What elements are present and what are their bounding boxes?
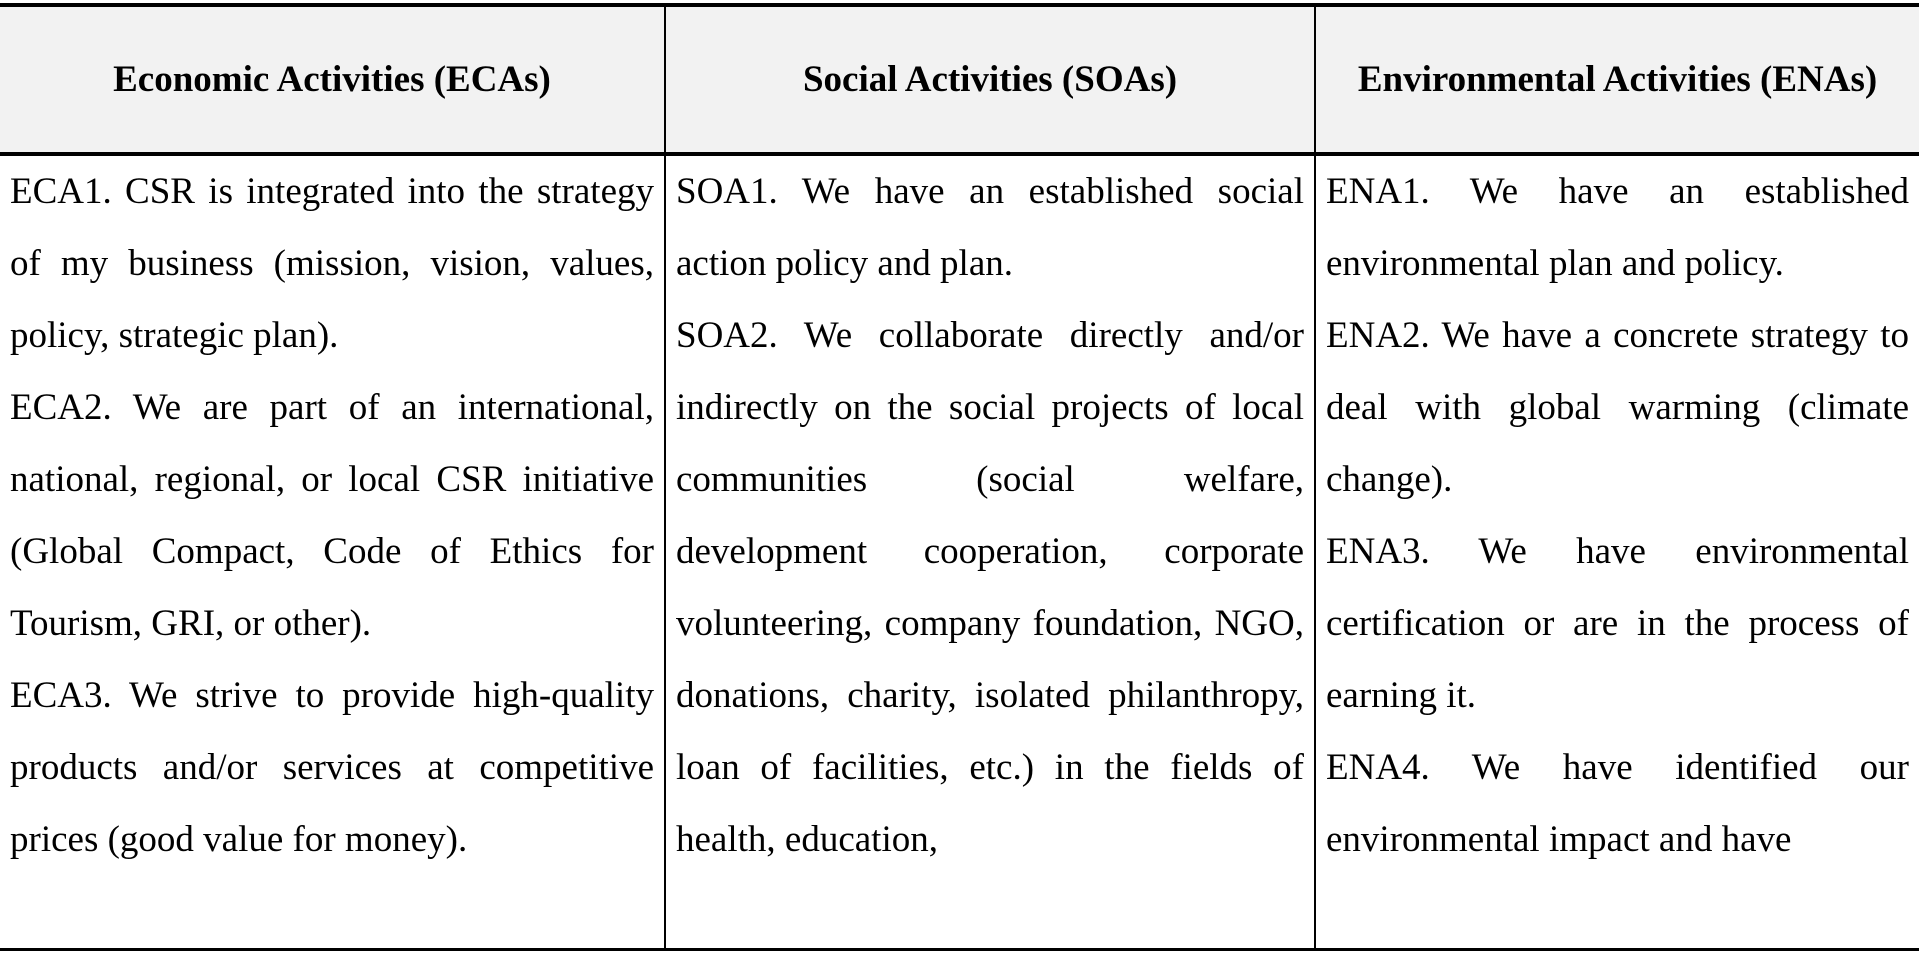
- header-row: [0, 5, 1919, 154]
- item-eca3: ECA3. We strive to provide high-quality products and/or services at competitive prices (good value for money).: [10, 675, 654, 860]
- item-soa1: SOA1. We have an established social action policy and plan.: [676, 171, 1304, 284]
- item-soa2: SOA2. We collaborate directly and/or indirectly on the social projects of local communities (social welfare, development cooperation, corporate volunteering, company foundation, NGO, donations, charity, isolated philanthropy, loan of facilities, etc.) in the fields of health, education,: [676, 315, 1304, 860]
- table-row: [0, 154, 1919, 950]
- item-ena2: ENA2. We have a concrete strategy to deal with global warming (climate change).: [1326, 315, 1909, 500]
- header-social: Social Activities (SOAs): [665, 5, 1315, 154]
- economic-cell: [0, 154, 665, 950]
- item-eca2: ECA2. We are part of an international, national, regional, or local CSR initiative (Global Compact, Code of Ethics for Tourism, GRI, or other).: [10, 387, 654, 644]
- item-eca1: ECA1. CSR is integrated into the strategy of my business (mission, vision, values, policy, strategic plan).: [10, 171, 654, 356]
- csr-activities-table: [0, 3, 1919, 951]
- header-economic: Economic Activities (ECAs): [0, 5, 665, 154]
- social-cell: [665, 154, 1315, 950]
- header-environmental: Environmental Activities (ENAs): [1315, 5, 1919, 154]
- item-ena3: ENA3. We have environmental certification or are in the process of earning it.: [1326, 531, 1909, 716]
- item-ena1: ENA1. We have an established environmental plan and policy.: [1326, 171, 1909, 284]
- item-ena4: ENA4. We have identified our environmental impact and have: [1326, 747, 1909, 860]
- environmental-cell: [1315, 154, 1919, 950]
